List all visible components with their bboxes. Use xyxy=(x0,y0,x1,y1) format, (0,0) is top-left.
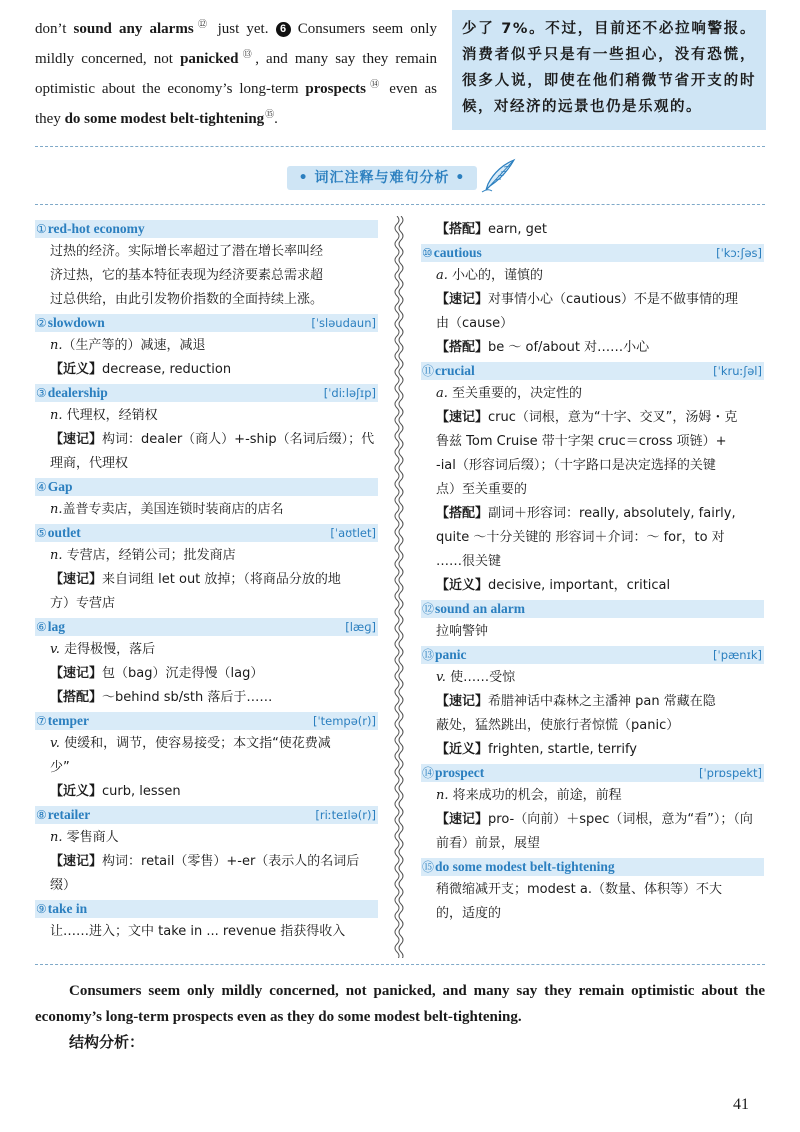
memory-line xyxy=(35,428,378,452)
passage-text: just yet. xyxy=(210,21,276,37)
memory-label: 【速记】 xyxy=(50,432,103,447)
entry-number: ⑮ xyxy=(422,860,435,874)
memory-line xyxy=(35,568,378,592)
synonym-line xyxy=(421,574,764,598)
entry-number: ③ xyxy=(36,386,47,400)
memory-line: 蔽处，猛然跳出，使旅行者惊慌（panic） xyxy=(436,718,680,733)
part-of-speech: v. xyxy=(50,736,60,751)
vocab-word: sound an alarm xyxy=(435,601,526,616)
collocation-line: quite ～十分关键的 形容词＋介词：～ for，to 对 xyxy=(436,530,725,545)
keyword: do some modest belt-tightening xyxy=(64,111,265,127)
phonetic: [ˈdiːləʃɪp] xyxy=(323,386,376,400)
entry-number: ⑨ xyxy=(36,902,47,916)
collocation-line xyxy=(421,502,764,526)
synonym-label: 【近义】 xyxy=(50,784,103,799)
memory-tip: 希腊神话中森林之主潘神 pan 常藏在隐 xyxy=(488,694,716,709)
phonetic: [læɡ] xyxy=(345,620,376,634)
definition-line xyxy=(421,264,764,288)
vocab-heading xyxy=(35,314,378,332)
synonym-line xyxy=(35,780,378,804)
footnote-mark: ⑮ xyxy=(265,109,275,119)
entry-number: ⑫ xyxy=(422,602,435,616)
definition-line: 济过热，它的基本特征表现为经济要素总需求超 xyxy=(50,268,324,283)
page-number: 41 xyxy=(733,1096,749,1113)
definition-line: 让……进入；文中 take in ... revenue 指获得收入 xyxy=(50,924,346,939)
vocab-heading xyxy=(35,618,378,636)
vocab-heading xyxy=(35,478,378,496)
keyword: panicked xyxy=(180,51,239,67)
entry-number: ⑦ xyxy=(36,714,47,728)
top-passage-area xyxy=(0,0,800,140)
vocab-heading xyxy=(421,764,764,782)
vocab-heading xyxy=(35,900,378,918)
phonetic: [ˈkɔːʃəs] xyxy=(716,246,762,260)
definition: 盖普专卖店，美国连锁时装商店的店名 xyxy=(62,502,284,517)
definition-line: 稍微缩减开支；modest a.（数量、体积等）不大 xyxy=(436,882,722,897)
memory-label: 【速记】 xyxy=(436,694,489,709)
quill-icon xyxy=(480,158,518,194)
memory-label: 【速记】 xyxy=(436,812,489,827)
definition-line: 拉响警钟 xyxy=(436,624,489,639)
memory-line xyxy=(421,690,764,714)
synonyms: curb, lessen xyxy=(102,784,181,799)
part-of-speech: n. xyxy=(50,830,63,845)
definition-line xyxy=(421,382,764,406)
memory-line: 方）专营店 xyxy=(50,596,116,611)
memory-tip: 包（bag）沉走得慢（lag） xyxy=(102,666,264,681)
vocab-heading xyxy=(421,600,764,618)
vocab-heading xyxy=(421,362,764,380)
collocation-line xyxy=(421,218,764,242)
collocation-label: 【搭配】 xyxy=(436,222,489,237)
definition-line xyxy=(35,638,378,662)
definition: 专营店，经销公司；批发商店 xyxy=(62,548,236,563)
synonyms: decisive, important，critical xyxy=(488,578,671,593)
synonym-line xyxy=(35,358,378,382)
entry-number: ⑤ xyxy=(36,526,47,540)
vocab-word: take in xyxy=(47,901,88,916)
part-of-speech: n. xyxy=(50,338,63,353)
vocab-heading xyxy=(35,712,378,730)
vocab-word: Gap xyxy=(47,479,73,494)
memory-tip: cruc（词根，意为“十字、交叉”，汤姆・克 xyxy=(488,410,738,425)
memory-line: 缀） xyxy=(50,878,77,893)
section-title: • 词汇注释与难句分析 • xyxy=(287,166,477,190)
divider xyxy=(35,964,765,965)
synonyms: decrease, reduction xyxy=(102,362,232,377)
synonym-label: 【近义】 xyxy=(436,742,489,757)
phonetic: [ˈaʊtlet] xyxy=(330,526,376,540)
definition-line: 过热的经济。实际增长率超过了潜在增长率叫经 xyxy=(50,244,324,259)
vocab-word: outlet xyxy=(47,525,81,540)
phonetic: [ˈkruːʃəl] xyxy=(713,364,762,378)
collocation-label: 【搭配】 xyxy=(436,506,489,521)
memory-tip: 对事情小心（cautious）不是不做事情的理 xyxy=(488,292,739,307)
phonetic: [ˈprɒspekt] xyxy=(699,766,762,780)
definition: 使……受惊 xyxy=(445,670,516,685)
vocab-word: crucial xyxy=(435,363,475,378)
vocab-word: retailer xyxy=(47,807,91,822)
collocation-line xyxy=(421,336,764,360)
part-of-speech: v. xyxy=(50,642,60,657)
definition-line xyxy=(421,666,764,690)
keyword: sound any alarms xyxy=(73,21,194,37)
chinese-translation-box: 少了 7%。不过，目前还不必拉响警报。消费者似乎只是有一些担心，没有恐慌，很多人说，即使在他们稍微节省开支的时候，对经济的远景也仍是乐观的。 xyxy=(452,10,766,130)
part-of-speech: a. xyxy=(436,268,448,283)
vocab-heading xyxy=(35,220,378,238)
collocation: 副词＋形容词：really, absolutely, fairly, xyxy=(488,506,736,521)
vocab-word: dealership xyxy=(47,385,108,400)
collocation: earn, get xyxy=(488,222,547,237)
definition-line: 的，适度的 xyxy=(436,906,502,921)
vocab-word: slowdown xyxy=(47,315,105,330)
key-sentence: Consumers seem only mildly concerned, not panicked, and many say they remain optimistic about the economy’s long-term prospects even as they do some modest belt-tightening. xyxy=(35,983,765,1025)
memory-label: 【速记】 xyxy=(436,410,489,425)
synonym-label: 【近义】 xyxy=(436,578,489,593)
definition: 代理权，经销权 xyxy=(62,408,158,423)
phonetic: [ˈsləudaun] xyxy=(311,316,376,330)
entry-number: ⑬ xyxy=(422,648,435,662)
memory-label: 【速记】 xyxy=(50,666,103,681)
divider xyxy=(35,204,765,205)
memory-line: 理商，代理权 xyxy=(50,456,129,471)
vocab-word: red-hot economy xyxy=(47,221,145,236)
definition-line xyxy=(35,404,378,428)
part-of-speech: v. xyxy=(436,670,446,685)
vocab-heading xyxy=(35,806,378,824)
entry-number: ⑪ xyxy=(422,364,435,378)
definition: 走得极慢，落后 xyxy=(59,642,156,657)
sentence-number: 6 xyxy=(276,22,291,37)
vocab-word: lag xyxy=(47,619,66,634)
entry-number: ⑧ xyxy=(36,808,47,822)
passage-text: , and many say they remain optimistic about the economy’s long-term xyxy=(35,51,437,97)
memory-line: 鲁兹 Tom Cruise 带十字架 cruc＝cross 项链）+ xyxy=(436,434,727,449)
passage-text: don’t xyxy=(35,21,74,37)
vocab-word: do some modest belt-tightening xyxy=(435,859,615,874)
definition-line xyxy=(35,334,378,358)
memory-label: 【速记】 xyxy=(50,572,103,587)
definition-line xyxy=(421,784,764,808)
passage-text: even as they xyxy=(35,81,438,127)
vocab-column-left xyxy=(35,218,378,944)
phonetic: [ˈpænɪk] xyxy=(713,648,762,662)
part-of-speech: n. xyxy=(50,502,63,517)
divider xyxy=(35,146,765,147)
vocab-heading xyxy=(35,384,378,402)
keyword: prospects xyxy=(305,81,366,97)
footnote-mark: ⑬ xyxy=(239,49,256,59)
synonyms: frighten, startle, terrify xyxy=(488,742,638,757)
entry-number: ④ xyxy=(36,480,47,494)
wavy-separator xyxy=(392,216,406,958)
memory-tip: 构词：retail（零售）+-er（表示人的名词后 xyxy=(102,854,360,869)
memory-line xyxy=(421,288,764,312)
vocab-word: prospect xyxy=(435,765,485,780)
collocation-line xyxy=(35,686,378,710)
definition-line: 过总供给，由此引发物价指数的全面持续上涨。 xyxy=(50,292,324,307)
phonetic: [riːteɪlə(r)] xyxy=(315,808,376,822)
entry-number: ⑩ xyxy=(422,246,433,260)
entry-number: ② xyxy=(36,316,47,330)
vocab-column-right xyxy=(421,218,764,926)
definition-line xyxy=(35,732,378,756)
definition-line: 少” xyxy=(50,760,70,775)
passage-text: . xyxy=(274,111,278,127)
vocab-word: cautious xyxy=(433,245,482,260)
memory-tip: pro-（向前）＋spec（词根，意为“看”）；（向 xyxy=(488,812,753,827)
footnote-mark: ⑫ xyxy=(194,19,211,29)
collocation-label: 【搭配】 xyxy=(436,340,489,355)
definition-line xyxy=(35,544,378,568)
definition: 小心的，谨慎的 xyxy=(447,268,544,283)
definition-line xyxy=(35,826,378,850)
collocation: be ～ of/about 对……小心 xyxy=(488,340,650,355)
definition: 使缓和，调节，使容易接受；本文指“使花费减 xyxy=(59,736,331,751)
phonetic: [ˈtempə(r)] xyxy=(313,714,376,728)
vocab-heading xyxy=(421,244,764,262)
memory-line: 由（cause） xyxy=(436,316,514,331)
memory-line xyxy=(35,662,378,686)
entry-number: ⑭ xyxy=(422,766,435,780)
entry-number: ⑥ xyxy=(36,620,47,634)
passage-text: Consumers seem only mildly concerned, not xyxy=(35,21,437,67)
english-passage xyxy=(35,12,437,132)
definition: 零售商人 xyxy=(62,830,119,845)
collocation-label: 【搭配】 xyxy=(50,690,103,705)
vocab-heading xyxy=(421,646,764,664)
collocation: ～behind sb/sth 落后于…… xyxy=(102,690,273,705)
synonym-label: 【近义】 xyxy=(50,362,103,377)
collocation-line: ……很关键 xyxy=(436,554,502,569)
definition-line xyxy=(35,498,378,522)
vocab-word: panic xyxy=(435,647,467,662)
memory-label: 【速记】 xyxy=(50,854,103,869)
definition: （生产等的）减速，减退 xyxy=(62,338,206,353)
synonym-line xyxy=(421,738,764,762)
memory-line xyxy=(35,850,378,874)
definition: 至关重要的，决定性的 xyxy=(447,386,583,401)
vocab-heading xyxy=(35,524,378,542)
structure-analysis-label: 结构分析： xyxy=(69,1033,145,1051)
memory-line: 点）至关重要的 xyxy=(436,482,528,497)
memory-label: 【速记】 xyxy=(436,292,489,307)
memory-line xyxy=(421,406,764,430)
definition: 将来成功的机会，前途，前程 xyxy=(448,788,622,803)
memory-tip: 构词：dealer（商人）+-ship（名词后缀）；代 xyxy=(102,432,375,447)
part-of-speech: n. xyxy=(50,408,63,423)
vocab-word: temper xyxy=(47,713,89,728)
memory-tip: 来自词组 let out 放掉；（将商品分放的地 xyxy=(102,572,341,587)
memory-line: 前看）前景，展望 xyxy=(436,836,541,851)
part-of-speech: n. xyxy=(50,548,63,563)
part-of-speech: a. xyxy=(436,386,448,401)
vocab-heading xyxy=(421,858,764,876)
memory-line: -ial（形容词后缀）；（十字路口是决定选择的关键 xyxy=(436,458,716,473)
part-of-speech: n. xyxy=(436,788,449,803)
footnote-mark: ⑭ xyxy=(366,79,383,89)
memory-line xyxy=(421,808,764,832)
entry-number: ① xyxy=(36,222,47,236)
